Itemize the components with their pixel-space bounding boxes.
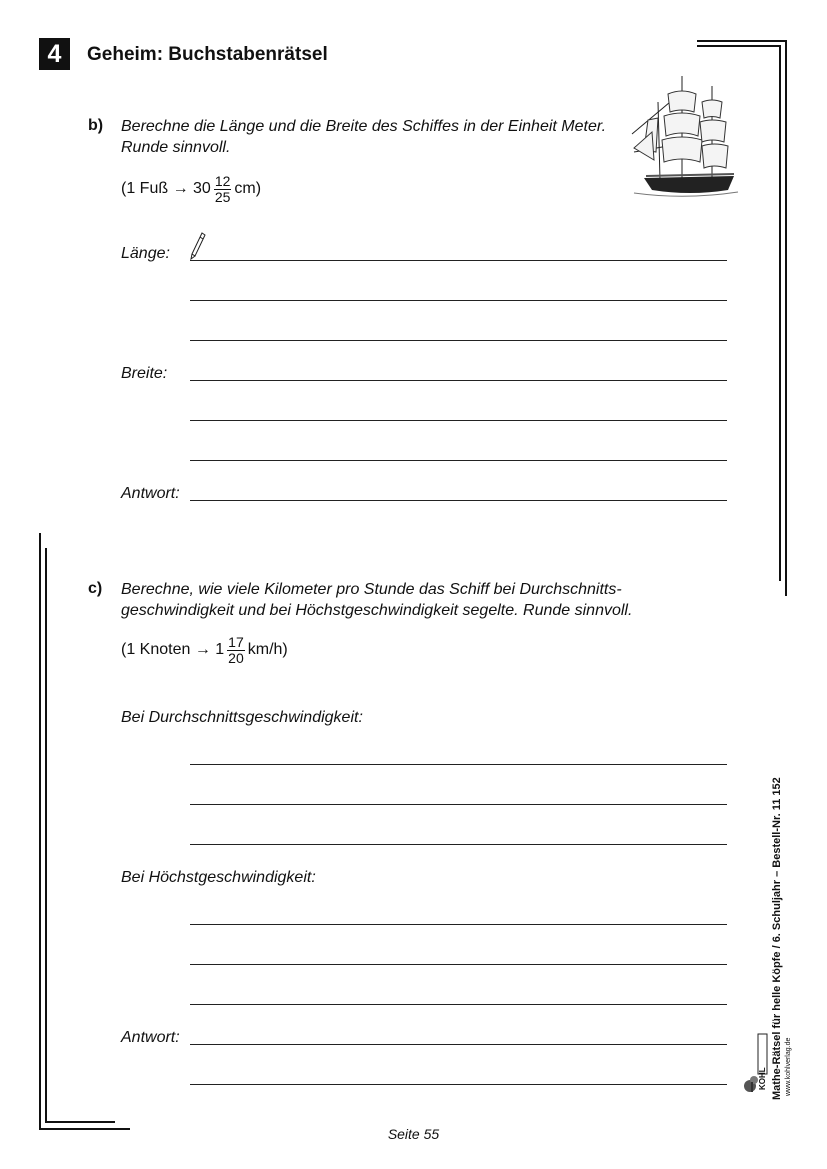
frame-right-line-inner [779, 45, 781, 581]
conversion-c-fraction [227, 635, 245, 666]
answer-line-durchschnitt-1[interactable] [190, 764, 727, 765]
answer-line-breite-1[interactable] [190, 380, 727, 381]
section-b-instruction-line2: Runde sinnvoll. [121, 139, 231, 156]
section-b-conversion [121, 172, 261, 206]
answer-line-hoechst-1[interactable] [190, 924, 727, 925]
frame-top-line-outer [697, 40, 787, 42]
answer-line-laenge-2[interactable] [190, 300, 727, 301]
conversion-b-fraction [214, 174, 232, 205]
answer-line-laenge-1[interactable] [190, 260, 727, 261]
frame-top-line-inner [697, 45, 779, 47]
sidebar-series-text: Mathe-Rätsel für helle Köpfe / 6. Schuljahr – Bestell-Nr. 11 152 [771, 777, 783, 1100]
antwort-c-label: Antwort: [121, 1029, 180, 1046]
hoechst-label: Bei Höchstgeschwindigkeit: [121, 869, 316, 886]
section-c-conversion [121, 633, 288, 667]
answer-line-antwort-c-1[interactable] [190, 1044, 727, 1045]
answer-line-antwort-c-2[interactable] [190, 1084, 727, 1085]
task-number-box: 4 [39, 38, 70, 70]
breite-label: Breite: [121, 365, 168, 382]
conversion-c-denominator: 20 [228, 649, 244, 666]
section-b-label: b) [88, 117, 104, 134]
answer-line-hoechst-2[interactable] [190, 964, 727, 965]
conversion-b-numerator: 12 [214, 172, 231, 189]
durchschnitt-label: Bei Durchschnittsgeschwindigkeit: [121, 709, 363, 726]
answer-line-hoechst-3[interactable] [190, 1004, 727, 1005]
answer-line-breite-2[interactable] [190, 420, 727, 421]
conversion-b-denominator: 25 [214, 188, 231, 205]
frame-left-line-outer [39, 533, 41, 1130]
answer-line-laenge-3[interactable] [190, 340, 727, 341]
answer-line-antwort-b[interactable] [190, 500, 727, 501]
conversion-b-prefix: (1 Fuß → 30 [121, 180, 211, 197]
ship-illustration [630, 72, 740, 200]
section-c-label: c) [88, 580, 103, 597]
page-number: Seite 55 [387, 1126, 440, 1142]
answer-line-breite-3[interactable] [190, 460, 727, 461]
section-b-instruction-line1: Berechne die Länge und die Breite des Schiffes in der Einheit Meter. [121, 118, 607, 135]
conversion-c-prefix: (1 Knoten → 1 [121, 641, 225, 658]
pencil-icon [188, 230, 206, 260]
conversion-b-suffix: cm) [234, 180, 262, 197]
answer-line-durchschnitt-3[interactable] [190, 844, 727, 845]
page-title: Geheim: Buchstabenrätsel [87, 44, 328, 65]
section-c-instruction-line2: geschwindigkeit und bei Höchstgeschwindigkeit segelte. Runde sinnvoll. [121, 602, 633, 619]
conversion-c-suffix: km/h) [247, 641, 288, 658]
frame-bottom-line-inner [45, 1121, 115, 1123]
frame-right-line-outer [785, 40, 787, 596]
publisher-website: www.kohlverlag.de [785, 1037, 792, 1096]
section-c-instruction-line1: Berechne, wie viele Kilometer pro Stunde das Schiff bei Durchschnitts- [121, 581, 622, 598]
conversion-c-numerator: 17 [228, 633, 244, 650]
laenge-label: Länge: [121, 245, 170, 262]
answer-line-durchschnitt-2[interactable] [190, 804, 727, 805]
frame-left-line-inner [45, 548, 47, 1123]
antwort-b-label: Antwort: [121, 485, 180, 502]
